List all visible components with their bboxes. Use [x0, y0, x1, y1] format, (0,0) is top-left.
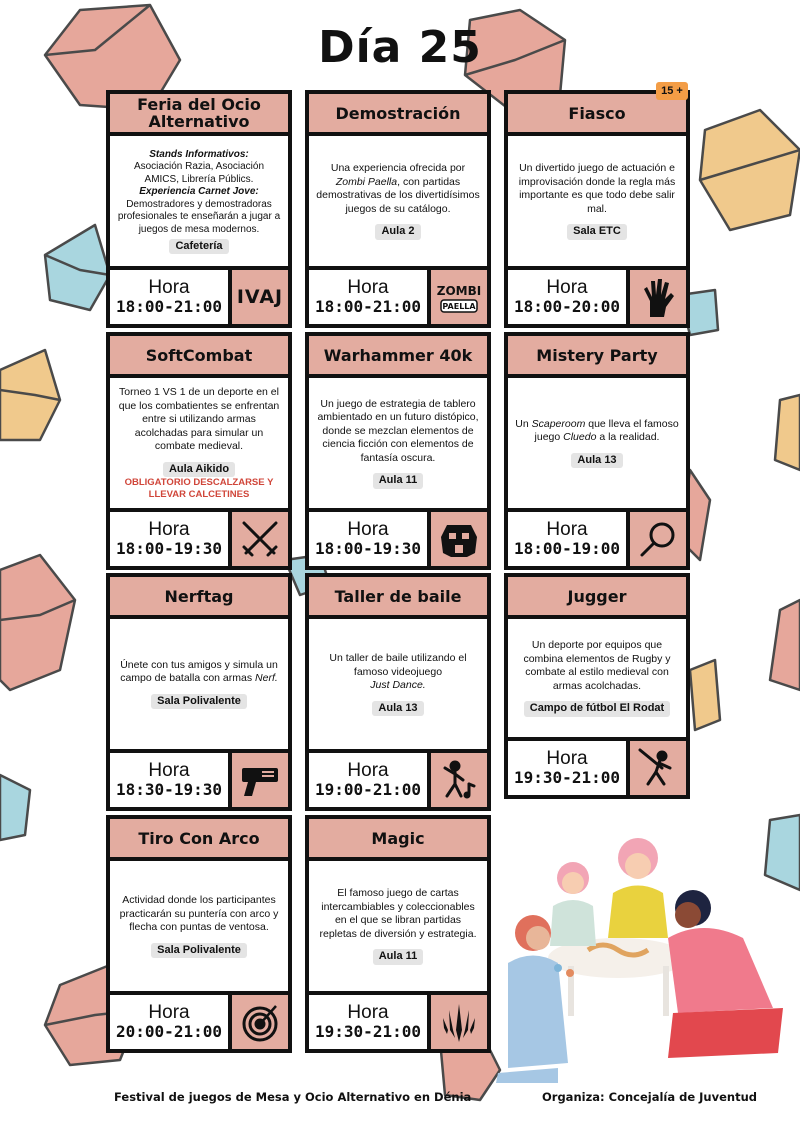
- location-label: Campo de fútbol El Rodat: [524, 701, 670, 717]
- event-card-softcombat: [106, 332, 292, 570]
- desc-part: Un taller de baile utilizando el famoso videojuego: [329, 652, 467, 678]
- time-range: 20:00-21:00: [116, 1022, 222, 1041]
- hour-label: Hora: [347, 277, 389, 298]
- location-label: Aula 11: [373, 949, 424, 965]
- card-description: Actividad donde los participantes practicarán su puntería con arco y flecha con puntas de ventosa.: [119, 894, 279, 933]
- footer-festival-name: Festival de juegos de Mesa y Ocio Alternativo en Dénia: [114, 1090, 472, 1104]
- card-title: Magic: [309, 819, 487, 861]
- time-range: 18:00-19:30: [315, 539, 421, 558]
- desc-part: Únete con tus amigos y simula un campo de batalla con armas: [120, 658, 278, 685]
- hour-label: Hora: [148, 519, 190, 540]
- location-label: Sala Polivalente: [151, 943, 247, 959]
- experience-text: Demostradores y demostradoras profesionales te enseñarán a jugar a juegos de mesa modernos.: [117, 198, 281, 235]
- location-label: Sala Polivalente: [151, 694, 247, 710]
- desc-emphasis: Cluedo: [563, 431, 597, 444]
- target-icon: [232, 995, 288, 1049]
- card-title: Jugger: [508, 577, 686, 619]
- location-label: Cafetería: [169, 239, 228, 254]
- time-range: 19:30-21:00: [315, 1022, 421, 1041]
- hour-label: Hora: [148, 1002, 190, 1023]
- hour-label: Hora: [347, 1002, 389, 1023]
- time-range: 18:00-19:30: [116, 539, 222, 558]
- fighter-icon: [630, 741, 686, 795]
- location-label: Aula 2: [375, 224, 420, 240]
- time-range: 18:00-19:00: [514, 539, 620, 558]
- time-range: 18:30-19:30: [116, 780, 222, 799]
- time-range: 18:00-20:00: [514, 297, 620, 316]
- event-card-magic: [305, 815, 491, 1053]
- event-card-nerftag: [106, 573, 292, 811]
- desc-emphasis: Zombi Paella: [335, 175, 398, 188]
- magnifying-glass-icon: [630, 512, 686, 566]
- desc-part: a la realidad.: [599, 431, 660, 444]
- location-label: Aula 13: [571, 453, 622, 469]
- card-title: SoftCombat: [110, 336, 288, 378]
- ivaj-logo: IVAJ: [236, 286, 284, 308]
- hour-label: Hora: [546, 277, 588, 298]
- zombie-hand-icon: [630, 270, 686, 324]
- location-label: Aula Aikido: [163, 462, 235, 478]
- hour-label: Hora: [148, 277, 190, 298]
- time-range: 18:00-21:00: [315, 297, 421, 316]
- card-title: Feria del Ocio Alternativo: [110, 94, 288, 136]
- time-range: 18:00-21:00: [116, 297, 222, 316]
- magic-planeswalker-icon: [431, 995, 487, 1049]
- card-title: Fiasco: [508, 94, 686, 136]
- event-card-jugger: [504, 573, 690, 799]
- card-title: Warhammer 40k: [309, 336, 487, 378]
- stands-text: Asociación Razia, Asociación AMICS, Librería Públics.: [133, 161, 265, 185]
- card-description: Un divertido juego de actuación e improvisación donde la regla más importante es que todo debe salir mal.: [518, 162, 676, 215]
- desc-emphasis: Scaperoom: [531, 417, 586, 430]
- desc-part: , con partidas demostrativas de los divertidísimos juegos de su catálogo.: [316, 175, 480, 215]
- card-description: Torneo 1 VS 1 de un deporte en el que los combatientes se enfrentan entre si utilizando armas acolchadas para simular un combate medieval.: [118, 386, 280, 452]
- hour-label: Hora: [347, 519, 389, 540]
- event-card-tiro-arco: [106, 815, 292, 1053]
- event-card-warhammer: [305, 332, 491, 570]
- zombi-paella-logo: [431, 270, 487, 324]
- event-card-demostracion: [305, 90, 491, 328]
- svg-text:ZOMBI: ZOMBI: [437, 284, 481, 298]
- dancer-icon: [431, 753, 487, 807]
- hour-label: Hora: [148, 760, 190, 781]
- event-card-taller-baile: [305, 573, 491, 811]
- hour-label: Hora: [347, 760, 389, 781]
- footer-organizer: Organiza: Concejalía de Juventud: [542, 1090, 758, 1104]
- event-card-fiasco: [504, 90, 690, 328]
- card-title: Tiro Con Arco: [110, 819, 288, 861]
- warning-text: OBLIGATORIO DESCALZARSE Y LLEVAR CALCETINES: [124, 477, 274, 500]
- card-description: El famoso juego de cartas intercambiables y coleccionables en el que se libran partidas repletas de diversión y estrategia.: [319, 887, 477, 940]
- nerf-blaster-icon: [232, 753, 288, 807]
- card-title: Taller de baile: [309, 577, 487, 619]
- location-label: Aula 11: [373, 473, 424, 489]
- experience-heading: Experiencia Carnet Jove:: [139, 186, 259, 197]
- children-playing-board-game: [488, 838, 788, 1088]
- time-range: 19:00-21:00: [315, 780, 421, 799]
- desc-part: Un: [515, 417, 529, 430]
- card-description: Un juego de estrategia de tablero ambientado en un futuro distópico, donde se mezclan elementos de ciencia ficción con elementos de fantasía oscura.: [317, 397, 479, 464]
- stands-heading: Stands Informativos:: [149, 148, 249, 160]
- card-title: Nerftag: [110, 577, 288, 619]
- crossed-swords-icon: [232, 512, 288, 566]
- location-label: Sala ETC: [567, 224, 627, 240]
- age-badge: 15 +: [656, 82, 688, 100]
- svg-text:PAELLA: PAELLA: [442, 302, 476, 311]
- hour-label: Hora: [546, 748, 588, 769]
- location-label: Aula 13: [372, 701, 423, 717]
- desc-part: Una experiencia ofrecida por: [330, 162, 466, 175]
- card-title: Demostración: [309, 94, 487, 136]
- event-card-mistery-party: [504, 332, 690, 570]
- time-range: 19:30-21:00: [514, 768, 620, 787]
- desc-part: que lleva el famoso juego: [534, 417, 679, 444]
- card-title: Mistery Party: [508, 336, 686, 378]
- space-marine-helmet-icon: [431, 512, 487, 566]
- desc-emphasis: Nerf.: [255, 672, 278, 685]
- page-title: Día 25: [318, 22, 482, 73]
- hour-label: Hora: [546, 519, 588, 540]
- card-description: Un deporte por equipos que combina elementos de Rugby y combate al estilo medieval con armas acolchadas.: [523, 639, 671, 692]
- event-card-feria: [106, 90, 292, 328]
- desc-emphasis: Just Dance.: [370, 679, 426, 691]
